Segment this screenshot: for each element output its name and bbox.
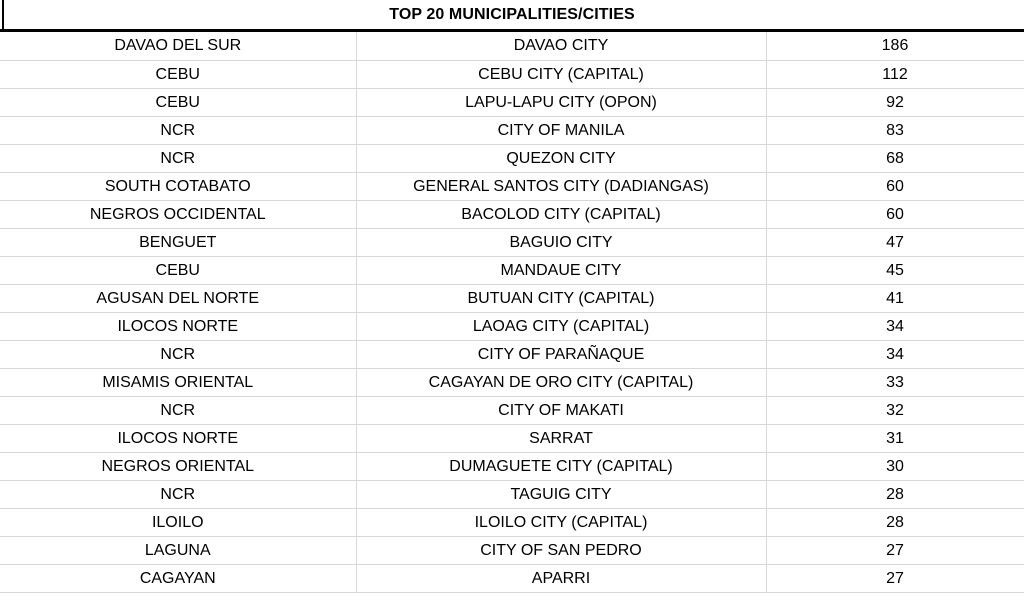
table-row — [0, 508, 1024, 536]
table-row — [0, 32, 1024, 60]
province-cell[interactable]: MISAMIS ORIENTAL — [0, 368, 356, 396]
province-cell[interactable]: NEGROS OCCIDENTAL — [0, 200, 356, 228]
count-cell[interactable]: 60 — [766, 200, 1024, 228]
table-row — [0, 340, 1024, 368]
province-cell[interactable]: NCR — [0, 480, 356, 508]
city-cell[interactable]: CITY OF MANILA — [356, 116, 766, 144]
table-body — [0, 32, 1024, 592]
table-row — [0, 172, 1024, 200]
table-row — [0, 564, 1024, 592]
table-row — [0, 60, 1024, 88]
table-row — [0, 480, 1024, 508]
province-cell[interactable]: NEGROS ORIENTAL — [0, 452, 356, 480]
city-cell[interactable]: CITY OF MAKATI — [356, 396, 766, 424]
province-cell[interactable]: CEBU — [0, 256, 356, 284]
city-cell[interactable]: TAGUIG CITY — [356, 480, 766, 508]
city-cell[interactable]: BUTUAN CITY (CAPITAL) — [356, 284, 766, 312]
city-cell[interactable]: CITY OF SAN PEDRO — [356, 536, 766, 564]
province-cell[interactable]: NCR — [0, 340, 356, 368]
province-cell[interactable]: ILOCOS NORTE — [0, 312, 356, 340]
count-cell[interactable]: 28 — [766, 480, 1024, 508]
count-cell[interactable]: 68 — [766, 144, 1024, 172]
city-cell[interactable]: QUEZON CITY — [356, 144, 766, 172]
province-cell[interactable]: CEBU — [0, 60, 356, 88]
city-cell[interactable]: LAOAG CITY (CAPITAL) — [356, 312, 766, 340]
table-row — [0, 144, 1024, 172]
count-cell[interactable]: 60 — [766, 172, 1024, 200]
city-cell[interactable]: SARRAT — [356, 424, 766, 452]
table-row — [0, 368, 1024, 396]
province-cell[interactable]: NCR — [0, 396, 356, 424]
count-cell[interactable]: 41 — [766, 284, 1024, 312]
city-cell[interactable]: CITY OF PARAÑAQUE — [356, 340, 766, 368]
city-cell[interactable]: BAGUIO CITY — [356, 228, 766, 256]
province-cell[interactable]: DAVAO DEL SUR — [0, 32, 356, 60]
table-row — [0, 228, 1024, 256]
province-cell[interactable]: ILOCOS NORTE — [0, 424, 356, 452]
table-row — [0, 200, 1024, 228]
province-cell[interactable]: CEBU — [0, 88, 356, 116]
count-cell[interactable]: 30 — [766, 452, 1024, 480]
table-row — [0, 312, 1024, 340]
city-cell[interactable]: CEBU CITY (CAPITAL) — [356, 60, 766, 88]
province-cell[interactable]: LAGUNA — [0, 536, 356, 564]
city-cell[interactable]: DUMAGUETE CITY (CAPITAL) — [356, 452, 766, 480]
count-cell[interactable]: 186 — [766, 32, 1024, 60]
table-row — [0, 396, 1024, 424]
city-cell[interactable]: APARRI — [356, 564, 766, 592]
table-row — [0, 536, 1024, 564]
city-cell[interactable]: LAPU-LAPU CITY (OPON) — [356, 88, 766, 116]
count-cell[interactable]: 83 — [766, 116, 1024, 144]
province-cell[interactable]: NCR — [0, 144, 356, 172]
table-title: TOP 20 MUNICIPALITIES/CITIES — [389, 5, 635, 23]
city-cell[interactable]: MANDAUE CITY — [356, 256, 766, 284]
province-cell[interactable]: AGUSAN DEL NORTE — [0, 284, 356, 312]
province-cell[interactable]: ILOILO — [0, 508, 356, 536]
province-cell[interactable]: NCR — [0, 116, 356, 144]
province-cell[interactable]: SOUTH COTABATO — [0, 172, 356, 200]
data-table — [0, 32, 1024, 593]
count-cell[interactable]: 33 — [766, 368, 1024, 396]
table-title-row[interactable] — [0, 0, 1024, 32]
table-row — [0, 256, 1024, 284]
count-cell[interactable]: 92 — [766, 88, 1024, 116]
count-cell[interactable]: 31 — [766, 424, 1024, 452]
count-cell[interactable]: 34 — [766, 340, 1024, 368]
count-cell[interactable]: 27 — [766, 536, 1024, 564]
count-cell[interactable]: 34 — [766, 312, 1024, 340]
province-cell[interactable]: BENGUET — [0, 228, 356, 256]
city-cell[interactable]: GENERAL SANTOS CITY (DADIANGAS) — [356, 172, 766, 200]
count-cell[interactable]: 28 — [766, 508, 1024, 536]
count-cell[interactable]: 32 — [766, 396, 1024, 424]
count-cell[interactable]: 27 — [766, 564, 1024, 592]
city-cell[interactable]: CAGAYAN DE ORO CITY (CAPITAL) — [356, 368, 766, 396]
cell-border — [2, 0, 4, 32]
count-cell[interactable]: 45 — [766, 256, 1024, 284]
city-cell[interactable]: ILOILO CITY (CAPITAL) — [356, 508, 766, 536]
table-row — [0, 88, 1024, 116]
city-cell[interactable]: BACOLOD CITY (CAPITAL) — [356, 200, 766, 228]
table-row — [0, 284, 1024, 312]
count-cell[interactable]: 47 — [766, 228, 1024, 256]
table-row — [0, 116, 1024, 144]
table-row — [0, 424, 1024, 452]
city-cell[interactable]: DAVAO CITY — [356, 32, 766, 60]
count-cell[interactable]: 112 — [766, 60, 1024, 88]
table-row — [0, 452, 1024, 480]
province-cell[interactable]: CAGAYAN — [0, 564, 356, 592]
